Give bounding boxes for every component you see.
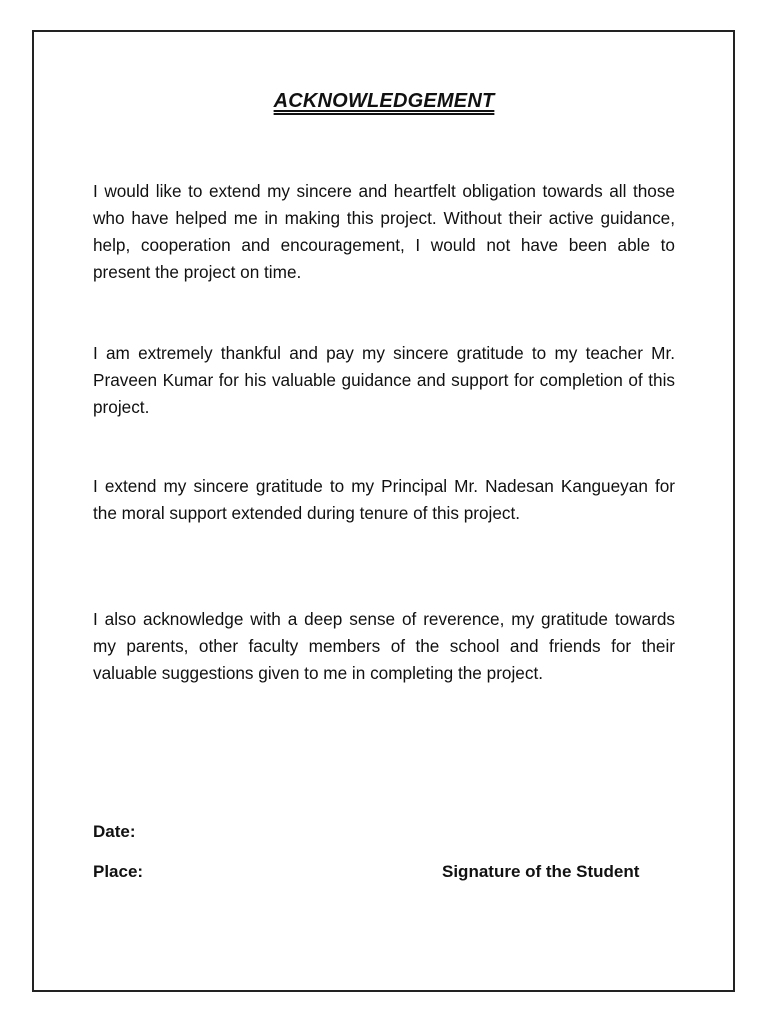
place-label: Place: bbox=[93, 862, 144, 881]
paragraph-parents-thanks: I also acknowledge with a deep sense of reverence, my gratitude towards my parents, other faculty members of the school and friends for their valuable suggestions given to me in completing the project. bbox=[93, 609, 675, 683]
page-title: ACKNOWLEDGEMENT bbox=[273, 90, 495, 112]
paragraph-teacher-thanks: I am extremely thankful and pay my sincere gratitude to my teacher Mr. Praveen Kumar for his valuable guidance and support for completion of this project. bbox=[93, 343, 675, 417]
paragraph-obligation: I would like to extend my sincere and heartfelt obligation towards all those who have helped me in making this project. Without their active guidance, help, cooperation and encouragement, I would not have been able to present the project on time. bbox=[93, 181, 675, 282]
date-label: Date: bbox=[93, 822, 136, 841]
signature-label: Signature of the Student bbox=[442, 862, 640, 881]
paragraph-principal-thanks: I extend my sincere gratitude to my Principal Mr. Nadesan Kangueyan for the moral support extended during tenure of this project. bbox=[93, 476, 675, 523]
